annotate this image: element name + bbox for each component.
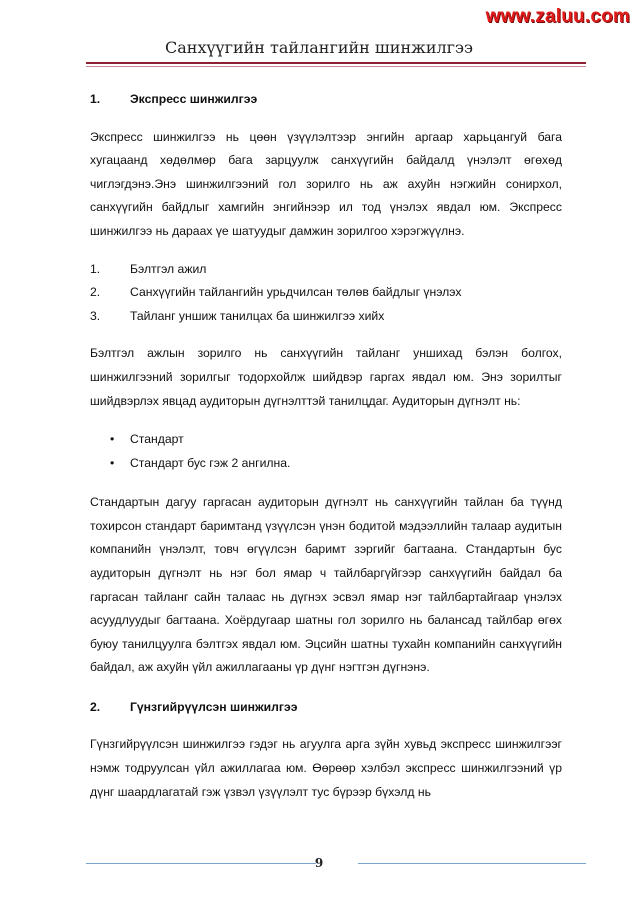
header-rule-thin: [86, 66, 586, 67]
section-2-intro-paragraph: Гүнзгийрүүлсэн шинжилгээ гэдэг нь агуулга арга зүйн хувьд экспресс шинжилгээг нэмж тодруулсан үйл ажиллагаа юм. Өөрөөр хэлбэл экспресс шинжилгээний үр дүнг шаардлагатай гэж үзвэл үзүүлэлт тус бүрээр бүхэлд нь: [90, 737, 562, 799]
section-2-title: Гүнзгийрүүлсэн шинжилгээ: [130, 699, 298, 714]
bullet-icon: •: [110, 456, 115, 471]
list-item: [90, 281, 562, 305]
list-item-number: 3.: [90, 308, 101, 323]
running-header-title: Санхүүгийн тайлангийн шинжилгээ: [165, 38, 473, 57]
watermark-logo: www.zaluu.com: [485, 6, 630, 27]
list-item-text: Тайланг уншиж танилцах ба шинжилгээ хийх: [130, 308, 385, 323]
list-item-text: Стандарт бус гэж 2 ангилна.: [130, 456, 291, 471]
header-rule: [86, 62, 586, 64]
list-item-text: Санхүүгийн тайлангийн урьдчилсан төлөв байдлыг үнэлэх: [130, 285, 462, 300]
section-2-heading: [90, 696, 562, 720]
list-item-number: 1.: [90, 261, 101, 276]
list-item: [90, 305, 562, 329]
steps-list: [90, 258, 562, 329]
list-item: [90, 427, 562, 451]
page-number: 9: [314, 856, 324, 870]
audit-opinion-types-list: [90, 427, 562, 475]
list-item-text: Стандарт: [130, 432, 184, 447]
section-2-number: 2.: [90, 699, 101, 714]
list-item: [90, 451, 562, 475]
section-1-title: Экспресс шинжилгээ: [130, 92, 258, 106]
bullet-icon: •: [110, 432, 115, 447]
section-1-intro-paragraph: Экспресс шинжилгээ нь цөөн үзүүлэлтээр энгийн аргаар харьцангуй бага хугацаанд хөдөлмөр бага зарцуулж санхүүгийн байдалд үнэлэлт өгөхөд чиглэгдэнэ.Энэ шинжилгээний гол зорилго нь аж ахуйн нэгжийн сонирхол, санхүүгийн байдлыг хамгийн энгийнээр ил тод үнэлэх явдал юм. Экспресс шинжилгээ нь дараах үе шатуудыг дамжин зорилгоо хэрэгжүүлнэ.: [90, 129, 562, 238]
page-content: [90, 88, 562, 804]
standard-opinion-paragraph: Стандартын дагуу гаргасан аудиторын дүгнэлт нь санхүүгийн тайлан ба түүнд тохирсон стандарт баримтанд үзүүлсэн үнэн бодитой мэдээллийн талаар аудитын компанийн үнэлэлт, товч өгүүлсэн баримт зэргийг багтаана. Стандартын бус аудиторын дүгнэлт нь нэг бол ямар ч тайлбаргүйгээр санхүүгийн байдал ба гаргасан тайланг сайн талаас нь дүгнэх эсвэл ямар нэг тайлбартайгаар үнэлэх асуудлуудыг багтаана. Хоёрдугаар шатны гол зорилго нь балансад тайлбар өгөх буюу танилцуулга бэлтгэх явдал юм. Эцсийн шатны тухайн компанийн санхүүгийн байдал, аж ахуйн үйл ажиллагааны үр дүнг нэгтгэн дүгнэнэ.: [90, 495, 562, 675]
section-1-number: 1.: [90, 92, 101, 106]
list-item-number: 2.: [90, 285, 101, 300]
preparation-paragraph: Бэлтгэл ажлын зорилго нь санхүүгийн тайланг уншихад бэлэн болгох, шинжилгээний зорилгыг тодорхойлж шийдвэр гаргах явдал юм. Энэ зорилтыг шийдвэрлэх явцад аудиторын дүгнэлттэй танилцдаг. Аудиторын дүгнэлт нь:: [90, 346, 562, 408]
section-1-heading: [90, 88, 562, 112]
list-item-text: Бэлтгэл ажил: [130, 261, 207, 276]
list-item: [90, 258, 562, 282]
